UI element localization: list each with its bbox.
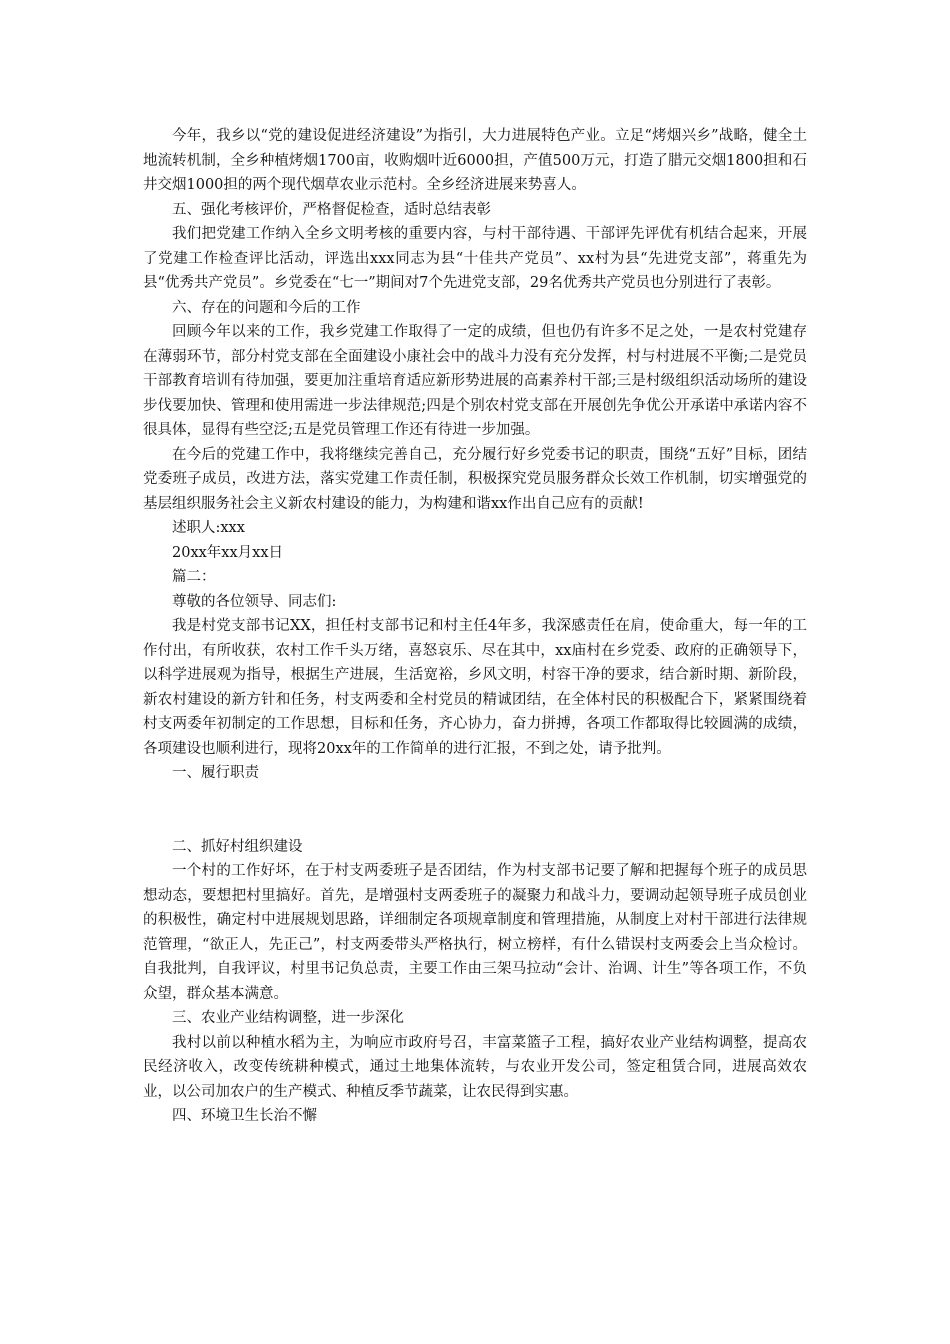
paragraph-agriculture: 我村以前以种植水稻为主，为响应市政府号召，丰富菜篮子工程，搞好农业产业结构调整，提高农民经济收入，改变传统耕种模式，通过土地集体流转，与农业开发公司，签定租赁合同，进展高效农业，以公司加农户的生产模式、种植反季节蔬菜，让农民得到实惠。 [143, 1034, 807, 1100]
date-line: 20xx年xx月xx日 [172, 544, 284, 561]
part-two-title: 篇二： [172, 569, 216, 585]
blank-gap [143, 786, 807, 835]
document-body [143, 124, 807, 1129]
paragraph-future-work: 在今后的党建工作中，我将继续完善自己，充分履行好乡党委书记的职责，围绕“五好”目标，团结党委班子成员，改进方法，落实党建工作责任制，积极探究党员服务群众长效工作机制，切实增强党的基层组织服务社会主义新农村建设的能力，为构建和谐xx作出自己应有的贡献! [143, 446, 807, 512]
paragraph-introduction: 我是村党支部书记XX，担任村支部书记和村主任4年多，我深感责任在肩，使命重大，每一年的工作付出，有所收获，农村工作千头万绪，喜怒哀乐、尽在其中，xx庙村在乡党委、政府的正确领导下，以科学进展观为指导，根据生产进展，生活宽裕，乡风文明，村容干净的要求，结合新时期、新阶段，新农村建设的新方针和任务，村支两委和全村党员的精诚团结，在全体村民的积极配合下，紧紧围绕着村支两委年初制定的工作思想，目标和任务，齐心协力，奋力拼搏，各项工作都取得比较圆满的成绩，各项建设也顺利进行，现将20xx年的工作简单的进行汇报，不到之处，请予批判。 [143, 618, 807, 757]
paragraph-evaluation: 我们把党建工作纳入全乡文明考核的重要内容，与村干部待遇、干部评先评优有机结合起来，开展了党建工作检查评比活动，评选出xxx同志为县“十佳共产党员”、xx村为县“先进党支部”，蒋重先为县“优秀共产党员”。乡党委在“七一”期间对7个先进党支部，29名优秀共产党员也分别进行了表彰。 [143, 226, 807, 291]
heading-duties: 一、履行职责 [172, 765, 259, 781]
heading-organization: 二、抓好村组织建设 [172, 838, 303, 855]
paragraph-industry: 今年，我乡以“党的建设促进经济建设”为指引，大力进展特色产业。立足“烤烟兴乡”战略，健全土地流转机制，全乡种植烤烟1700亩，收购烟叶近6000担，产值500万元，打造了腊元交烟1800担和石井交烟1000担的两个现代烟草农业示范村。全乡经济进展来势喜人。 [143, 128, 807, 193]
reporter-line: 述职人:xxx [172, 520, 245, 536]
salutation: 尊敬的各位领导、同志们: [172, 593, 337, 610]
heading-section-5: 五、强化考核评价，严格督促检查，适时总结表彰 [172, 201, 491, 218]
heading-environment: 四、环境卫生长治不懈 [172, 1108, 317, 1124]
paragraph-problems: 回顾今年以来的工作，我乡党建工作取得了一定的成绩，但也仍有许多不足之处，一是农村党建存在薄弱环节，部分村党支部在全面建设小康社会中的战斗力没有充分发挥，村与村进展不平衡;二是党员干部教育培训有待加强，要更加注重培育适应新形势进展的高素养村干部;三是村级组织活动场所的建设步伐要加快、管理和使用需进一步法律规范;四是个别农村党支部在开展创先争优公开承诺中承诺内容不很具体，显得有些空泛;五是党员管理工作还有待进一步加强。 [143, 324, 807, 438]
heading-section-6: 六、存在的问题和今后的工作 [172, 299, 361, 316]
heading-agriculture: 三、农业产业结构调整，进一步深化 [172, 1010, 404, 1026]
paragraph-organization: 一个村的工作好坏，在于村支两委班子是否团结，作为村支部书记要了解和把握每个班子的成员思想动态，要想把村里搞好。首先，是增强村支两委班子的凝聚力和战斗力，要调动起领导班子成员创业的积极性，确定村中进展规划思路，详细制定各项规章制度和管理措施，从制度上对村干部进行法律规范管理，“欲正人，先正己”，村支两委带头严格执行，树立榜样，有什么错误村支两委会上当众检讨。自我批判，自我评议，村里书记负总责，主要工作由三架马拉动“会计、治调、计生”等各项工作，不负众望，群众基本满意。 [143, 863, 807, 1002]
